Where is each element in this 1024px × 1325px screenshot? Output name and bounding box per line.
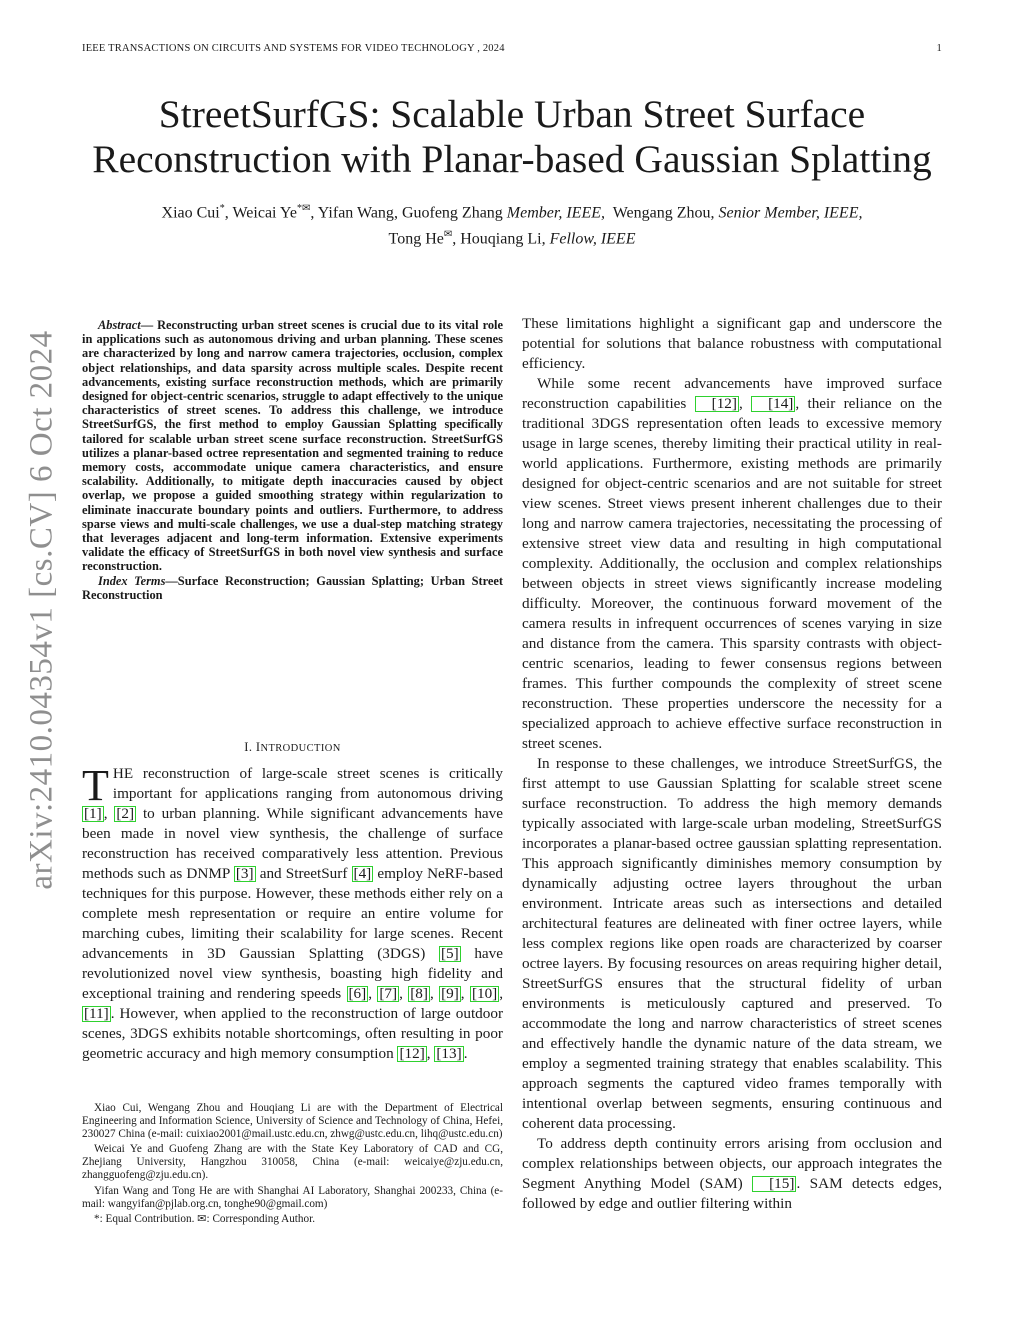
drop-cap: T bbox=[82, 761, 109, 810]
author-name: Yifan Wang bbox=[317, 204, 394, 222]
arxiv-watermark bbox=[22, 260, 62, 960]
footnote: Xiao Cui, Wengang Zhou and Houqiang Li are with the Department of Electrical Engineering and Information Science, University of Science and Technology of China, Hefei, 230027 China (e-mail: cuixiao2001@mail.ustc.edu.cn, zhwg@ustc.edu.cn, lihq@ustc.edu.cn) bbox=[82, 1102, 503, 1141]
paper-title bbox=[60, 92, 964, 182]
intro-text: , bbox=[499, 985, 504, 1002]
intro-text: have revolutionized novel view synthesis, boasting high fidelity and exceptional training and rendering speeds bbox=[82, 945, 503, 1002]
body-paragraph bbox=[522, 1134, 942, 1214]
footnote: *: Equal Contribution. ✉: Corresponding Author. bbox=[94, 1212, 315, 1225]
body-text: , bbox=[738, 395, 752, 412]
intro-paragraph bbox=[82, 761, 504, 1064]
author-name: Weicai Ye bbox=[232, 204, 297, 222]
author-name: Houqiang Li bbox=[460, 230, 542, 248]
citation-link[interactable]: [14] bbox=[751, 396, 795, 412]
right-column-body bbox=[522, 314, 942, 1214]
citation-link[interactable]: [5] bbox=[440, 945, 459, 962]
author-name: Xiao Cui bbox=[161, 204, 220, 222]
citation-link[interactable]: [9] bbox=[441, 985, 459, 1002]
section-initial: I bbox=[255, 740, 261, 754]
section-heading bbox=[82, 740, 503, 755]
intro-text: . bbox=[463, 1045, 468, 1062]
abstract-text: — Reconstructing urban street scenes is crucial due to its vital role in applications such as autonomous driving and urban planning. These scenes are characterized by long and narrow camera trajectories, occlusion, complex object relationships, and data sparsity across multiple scales. Despite recent advancements, existing surface reconstruction methods, which are primarily designed for object-centric scenarios, struggle to adapt effectively to the unique characteristics of street scenes. To address this challenge, we introduce StreetSurfGS, the first method to employ Gaussian Splatting specifically tailored for scalable urban street scene surface reconstruction. StreetSurfGS utilizes a planar-based octree representation and segmented training to reduce memory costs, accommodate unique camera characteristics, and ensure scalability. Additionally, to mitigate depth inaccuracies caused by object overlap, we propose a guided smoothing strategy within regularization to eliminate inaccurate boundary points and outliers. Furthermore, to address sparse views and multi-scale challenges, we use a dual-step matching strategy that leverages adjacent and long-term information. Extensive experiments validate the efficacy of StreetSurfGS in both novel view synthesis and surface reconstruction. bbox=[82, 318, 503, 574]
section-title-rest: NTRODUCTION bbox=[260, 743, 341, 754]
body-paragraph: In response to these challenges, we introduce StreetSurfGS, the first attempt to use Gaussian Splatting for scalable street scene surface reconstruction. To address the high memory demands typically associated with large-scale urban modeling, StreetSurfGS incorporates a planar-based octree gaussian splatting representation. This approach significantly diminishes memory consumption by dynamically adjusting octree layers throughout the urban environment. Intricate areas such as intersections and detailed architectural features are delineated with finer octree layers, while less complex regions like open roads are characterized by coarser octree layers. By focusing resources on areas requiring higher detail, StreetSurfGS ensures that the structural fidelity of urban environments is meticulously captured and preserved. To accommodate the long and narrow characteristics of street scenes and effectively handle the dynamic nature of the data stream, we employ a segmented training strategy that enables scalability. This approach segments the captured video frames temporally with intentional overlap between segments, ensuring continuous and coherent data processing. bbox=[522, 755, 942, 1132]
intro-text: HE reconstruction of large-scale street scenes is critically important for applications ranging from autonomous driving bbox=[112, 765, 503, 802]
body-text: To address depth continuity errors arising from occlusion and complex relationships between objects, our approach integrates the Segment Anything Model (SAM) bbox=[522, 1135, 942, 1192]
citation-link[interactable]: [4] bbox=[353, 865, 372, 882]
footnotes bbox=[82, 1102, 503, 1228]
intro-text: , bbox=[103, 805, 115, 822]
citation-link[interactable]: [12] bbox=[695, 396, 739, 412]
intro-text: employ NeRF-based techniques for this purpose. However, these methods either rely on a complete mesh representation or require an entire volume for marching cubes, limiting their scalability for large scenes. Recent advancements in 3D Gaussian Splatting (3DGS) bbox=[82, 865, 503, 962]
citation-link[interactable]: [10] bbox=[471, 985, 498, 1002]
abstract-label: Abstract bbox=[98, 318, 141, 332]
citation-link[interactable]: [2] bbox=[116, 805, 135, 822]
introduction-body bbox=[82, 761, 504, 1064]
author-mark: * bbox=[219, 203, 225, 214]
title-line-2: Reconstruction with Planar-based Gaussian Splatting bbox=[92, 137, 932, 181]
body-text: , their reliance on the traditional 3DGS representation often leads to excessive memory usage in large scenes, thereby limiting their practical utility in real-world applications. Furthermore, existing methods are primarily designed for object-centric scenarios and are not suitable for street view scenes. Street views present inherent challenges due to their long and narrow camera trajectories, necessitating the processing of extensive street view data and resulting in high computational complexity. Additionally, the occlusion and complex relationships between objects in street views significantly increase modeling difficulty. Moreover, the continuous forward movement of the camera results in infrequent occurrences of scenes varying in size and distance from the camera. This sparsity contrasts with object-centric scenarios, leading to fewer consensus regions between frames. This further compounds the complexity of street scene reconstruction. These properties underscore the necessity for a specialized approach to achieve effective surface reconstruction in street scenes. bbox=[522, 395, 942, 752]
footnote: Yifan Wang and Tong He are with Shanghai AI Laboratory, Shanghai 200233, China (e-mail: wangyifan@pjlab.org.cn, tonghe90@gmail.com) bbox=[82, 1184, 503, 1210]
intro-text: , bbox=[429, 985, 440, 1002]
journal-name: IEEE TRANSACTIONS ON CIRCUITS AND SYSTEMS FOR VIDEO TECHNOLOGY , 2024 bbox=[82, 43, 505, 54]
intro-text: . However, when applied to the reconstruction of large outdoor scenes, 3DGS exhibits notable shortcomings, often resulting in poor geometric accuracy and high memory consumption bbox=[82, 1005, 503, 1062]
section-numeral: I. bbox=[244, 740, 253, 754]
citation-link[interactable]: [8] bbox=[410, 985, 428, 1002]
body-paragraph: These limitations highlight a significant gap and underscore the potential for solutions that balance robustness with computational efficiency. bbox=[522, 315, 942, 372]
citation-link[interactable]: [12] bbox=[399, 1045, 425, 1062]
abstract-paragraph bbox=[82, 318, 503, 574]
running-header bbox=[82, 43, 942, 57]
arxiv-id: arXiv:2410.04354v1 [cs.CV] 6 Oct 2024 bbox=[23, 330, 60, 890]
intro-text: , bbox=[460, 985, 470, 1002]
author-name: Guofeng Zhang bbox=[401, 204, 503, 222]
body-text: While some recent advancements have improved surface reconstruction capabilities bbox=[522, 375, 942, 412]
author-role: Member, IEEE, bbox=[506, 204, 605, 222]
body-paragraph bbox=[522, 374, 942, 754]
index-terms-label: Index Terms bbox=[98, 573, 166, 588]
author-line-2: Tong He✉, Houqiang Li, Fellow, IEEE bbox=[388, 229, 636, 248]
author-role: Senior Member, IEEE, bbox=[718, 204, 863, 222]
author-name: Tong He bbox=[388, 230, 444, 248]
citation-link[interactable]: [15] bbox=[752, 1176, 796, 1192]
intro-text: to urban planning. While significant advancements have been made in novel view synthesis, the challenge of surface reconstruction has received comparatively less attention. Previous methods such as DNMP bbox=[82, 805, 504, 882]
author-mark: *✉ bbox=[296, 203, 311, 214]
intro-text: , bbox=[368, 985, 378, 1002]
citation-link[interactable]: [6] bbox=[348, 985, 367, 1002]
abstract bbox=[82, 318, 503, 602]
citation-link[interactable]: [1] bbox=[84, 805, 102, 822]
title-line-1: StreetSurfGS: Scalable Urban Street Surface bbox=[158, 92, 866, 136]
intro-text: and StreetSurf bbox=[255, 865, 352, 882]
citation-link[interactable]: [13] bbox=[436, 1045, 462, 1062]
index-terms bbox=[82, 574, 503, 602]
author-line-1: Xiao Cui*, Weicai Ye*✉, Yifan Wang, Guofeng Zhang Member, IEEE, Wengang Zhou, Senior Member, IEEE, bbox=[161, 203, 863, 222]
author-role: Fellow, IEEE bbox=[549, 230, 636, 248]
citation-link[interactable]: [7] bbox=[379, 985, 398, 1002]
footnote: Weicai Ye and Guofeng Zhang are with the State Key Laboratory of CAD and CG, Zhejiang University, Hangzhou 310058, China (e-mail: weicaiye@zju.edu.cn, zhangguofeng@zju.edu.cn). bbox=[82, 1143, 503, 1182]
body-text: . SAM detects edges, followed by edge and outlier filtering within bbox=[522, 1175, 943, 1212]
index-terms-text: —Surface Reconstruction; Gaussian Splatting; Urban Street Reconstruction bbox=[82, 573, 504, 602]
citation-link[interactable]: [3] bbox=[235, 865, 254, 882]
citation-link[interactable]: [11] bbox=[84, 1005, 109, 1022]
intro-text: , bbox=[426, 1045, 435, 1062]
author-mark: ✉ bbox=[443, 229, 453, 241]
author-list bbox=[60, 198, 964, 251]
intro-text: , bbox=[399, 985, 409, 1002]
page-number: 1 bbox=[936, 43, 942, 54]
author-name: Wengang Zhou bbox=[612, 204, 711, 222]
